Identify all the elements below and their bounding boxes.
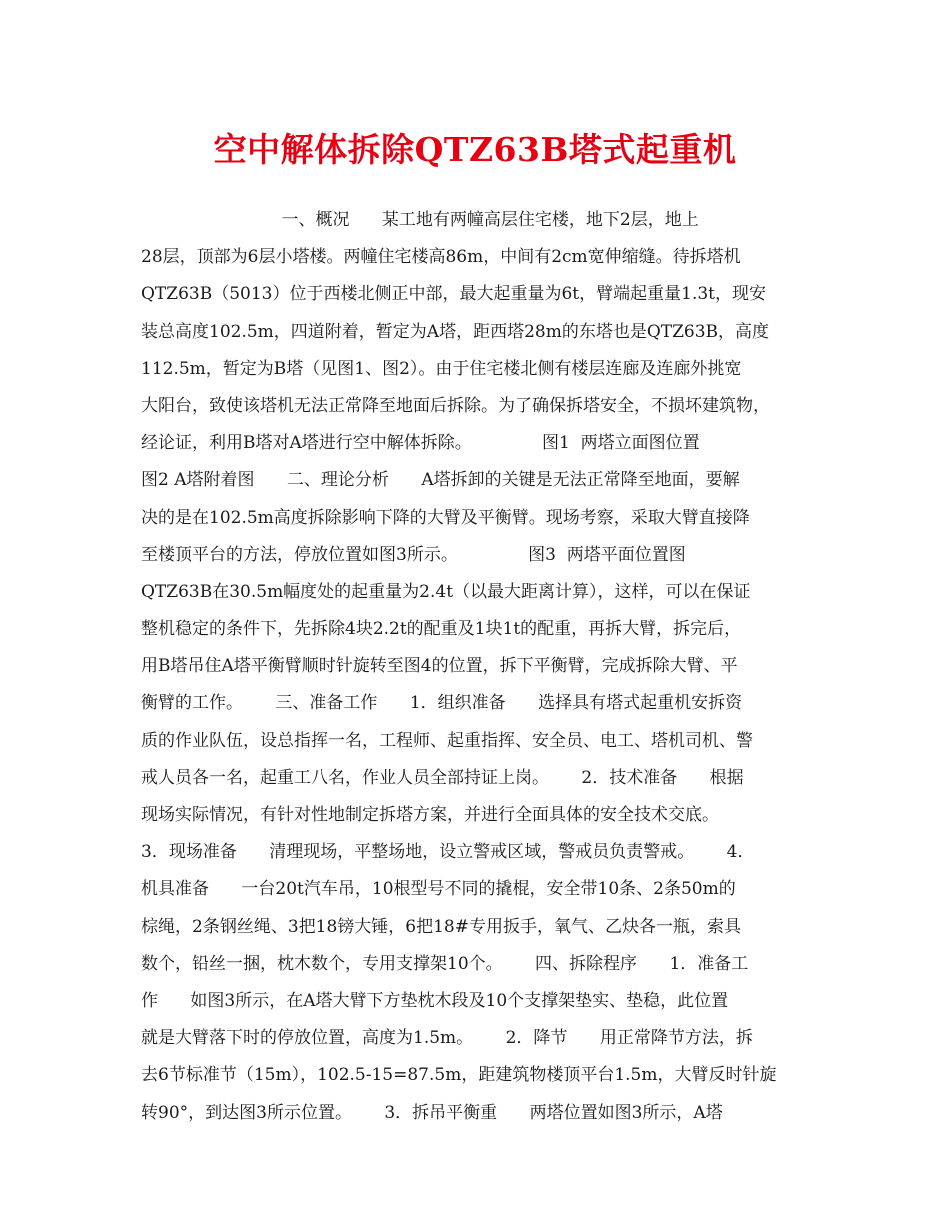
body-line: 112.5m，暂定为B塔（见图1、图2）。由于住宅楼北侧有楼层连廊及连廊外挑宽 bbox=[141, 358, 742, 379]
body-line: 转90°，到达图3所示位置。 3．拆吊平衡重 两塔位置如图3所示，A塔 bbox=[141, 1102, 723, 1123]
body-line: 3．现场准备 清理现场，平整场地，设立警戒区域，警戒员负责警戒。 4． bbox=[141, 842, 755, 863]
body-line: 去6节标准节（15m），102.5-15=87.5m，距建筑物楼顶平台1.5m，大臂反时针旋 bbox=[141, 1065, 777, 1086]
body-line: 现场实际情况，有针对性地制定拆塔方案，并进行全面具体的安全技术交底。 bbox=[141, 805, 719, 825]
body-line: 机具准备 一台20t汽车吊，10根型号不同的撬棍，安全带10条、2条50m的 bbox=[141, 879, 736, 900]
body-line: 至楼顶平台的方法，停放位置如图3所示。 图3 两塔平面位置图 bbox=[141, 544, 686, 565]
body-line: 决的是在102.5m高度拆除影响下降的大臂及平衡臂。现场考察，采取大臂直接降 bbox=[141, 507, 750, 528]
body-line: QTZ63B在30.5m幅度处的起重量为2.4t（以最大距离计算），这样，可以在保证 bbox=[141, 581, 751, 602]
body-line: 用B塔吊住A塔平衡臂顺时针旋转至图4的位置，拆下平衡臂，完成拆除大臂、平 bbox=[141, 656, 738, 677]
body-line: 一、概况 某工地有两幢高层住宅楼，地下2层，地上 bbox=[141, 210, 699, 230]
body-line: 28层，顶部为6层小塔楼。两幢住宅楼高86m，中间有2cm宽伸缩缝。待拆塔机 bbox=[141, 247, 741, 268]
body-line: 数个，铅丝一捆，枕木数个，专用支撑架10个。 四、拆除程序 1．准备工 bbox=[141, 953, 749, 974]
body-line: 作 如图3所示，在A塔大臂下方垫枕木段及10个支撑架垫实、垫稳，此位置 bbox=[141, 990, 729, 1011]
body-line: 衡臂的工作。 三、准备工作 1．组织准备 选择具有塔式起重机安拆资 bbox=[141, 693, 743, 714]
body-line: 棕绳，2条钢丝绳、3把18镑大锤，6把18#专用扳手，氧气、乙炔各一瓶，索具 bbox=[141, 916, 741, 937]
document-body bbox=[141, 202, 821, 1132]
body-line: 大阳台，致使该塔机无法正常降至地面后拆除。为了确保拆塔安全，不损坏建筑物， bbox=[141, 395, 770, 416]
body-line: 戒人员各一名，起重工八名，作业人员全部持证上岗。 2．技术准备 根据 bbox=[141, 767, 744, 788]
body-line: 就是大臂落下时的停放位置，高度为1.5m。 2．降节 用正常降节方法，拆 bbox=[141, 1028, 753, 1049]
body-line: 装总高度102.5m，四道附着，暂定为A塔，距西塔28m的东塔也是QTZ63B，高度 bbox=[141, 321, 770, 342]
body-line: 整机稳定的条件下，先拆除4块2.2t的配重及1块1t的配重，再拆大臂，拆完后， bbox=[141, 619, 742, 640]
document-title: 空中解体拆除QTZ63B塔式起重机 bbox=[213, 130, 737, 169]
body-line: 图2 A塔附着图 二、理论分析 A塔拆卸的关键是无法正常降至地面，要解 bbox=[141, 470, 740, 491]
body-line: QTZ63B（5013）位于西楼北侧正中部，最大起重量为6t，臂端起重量1.3t，现安 bbox=[141, 284, 766, 305]
body-line: 质的作业队伍，设总指挥一名，工程师、起重指挥、安全员、电工、塔机司机、警 bbox=[141, 730, 753, 751]
body-line: 经论证，利用B塔对A塔进行空中解体拆除。 图1 两塔立面图位置 bbox=[141, 433, 700, 454]
